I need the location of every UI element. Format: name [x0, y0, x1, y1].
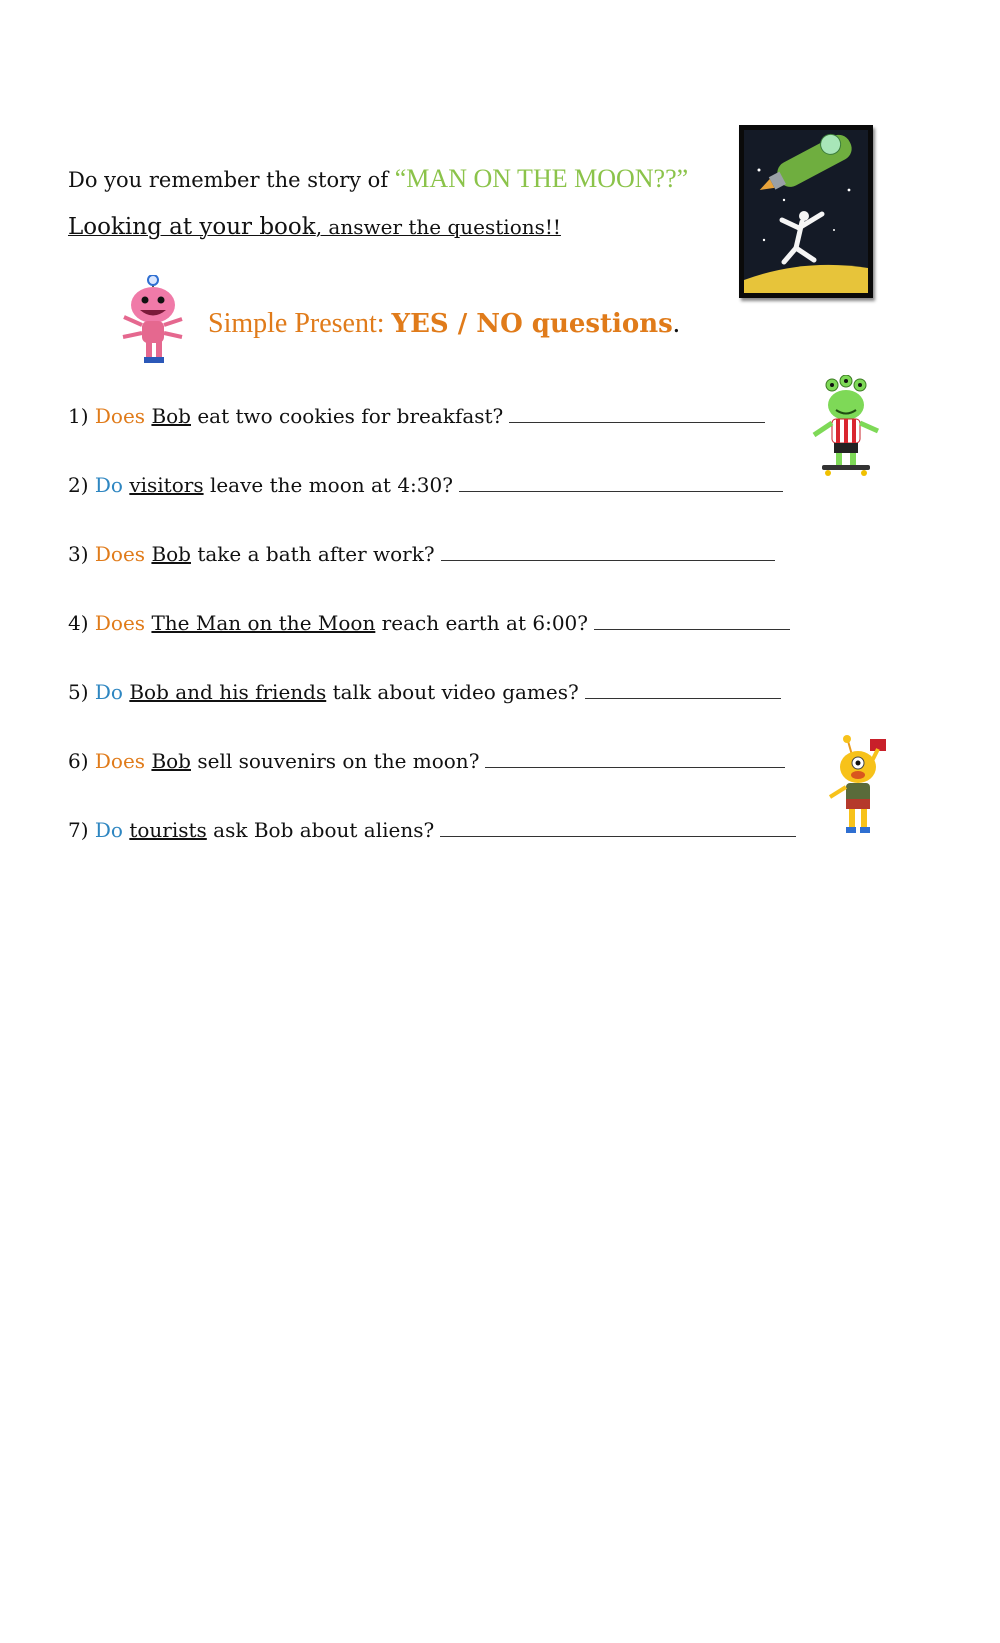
question-subject: tourists: [129, 818, 207, 842]
question-number: 7): [68, 818, 95, 842]
question-auxiliary: Does: [94, 611, 146, 635]
book-cover-image: [739, 125, 873, 298]
question-number: 4): [68, 611, 95, 635]
question-6: [68, 749, 785, 773]
question-text: talk about video games?: [326, 680, 579, 704]
question-auxiliary: Do: [94, 680, 123, 704]
question-number: 2): [68, 473, 95, 497]
answer-blank[interactable]: [441, 542, 775, 561]
heading-suffix: .: [672, 308, 680, 339]
question-4: [68, 611, 790, 635]
question-auxiliary: Does: [94, 542, 146, 566]
question-number: 3): [68, 542, 95, 566]
question-auxiliary: Does: [94, 404, 146, 428]
question-subject: Bob: [151, 404, 191, 428]
question-subject: Bob: [151, 542, 191, 566]
intro-line: [68, 164, 688, 194]
heading-prefix: Simple Present:: [208, 308, 392, 339]
instruction-big: Looking at your book: [68, 214, 316, 240]
answer-blank[interactable]: [440, 818, 796, 837]
answer-blank[interactable]: [594, 611, 790, 630]
question-text: take a bath after work?: [190, 542, 435, 566]
question-subject: Bob: [151, 749, 191, 773]
question-1: [68, 404, 765, 428]
green-alien-image: [806, 375, 886, 480]
answer-blank[interactable]: [459, 473, 783, 492]
question-text: eat two cookies for breakfast?: [190, 404, 504, 428]
yellow-alien-image: [818, 733, 898, 843]
question-text: leave the moon at 4:30?: [203, 473, 453, 497]
answer-blank[interactable]: [585, 680, 781, 699]
question-5: [68, 680, 781, 704]
question-text: reach earth at 6:00?: [375, 611, 588, 635]
question-auxiliary: Do: [94, 818, 123, 842]
question-number: 1): [68, 404, 95, 428]
question-text: sell souvenirs on the moon?: [190, 749, 480, 773]
pink-alien-image: [118, 275, 188, 370]
question-subject: visitors: [129, 473, 204, 497]
question-text: ask Bob about aliens?: [206, 818, 435, 842]
heading-bold: YES / NO questions: [391, 309, 673, 339]
question-auxiliary: Do: [94, 473, 123, 497]
question-auxiliary: Does: [94, 749, 146, 773]
instruction-small: , answer the questions!!: [315, 215, 561, 239]
section-heading: [208, 308, 680, 340]
intro-text: Do you remember the story of: [68, 168, 395, 192]
question-7: [68, 818, 796, 842]
answer-blank[interactable]: [509, 404, 765, 423]
question-2: [68, 473, 783, 497]
question-subject: The Man on the Moon: [151, 611, 376, 635]
question-subject: Bob and his friends: [129, 680, 327, 704]
question-number: 6): [68, 749, 95, 773]
answer-blank[interactable]: [485, 749, 785, 768]
story-title: “MAN ON THE MOON??”: [394, 164, 689, 193]
question-3: [68, 542, 775, 566]
instruction-line: [68, 214, 561, 240]
question-number: 5): [68, 680, 95, 704]
